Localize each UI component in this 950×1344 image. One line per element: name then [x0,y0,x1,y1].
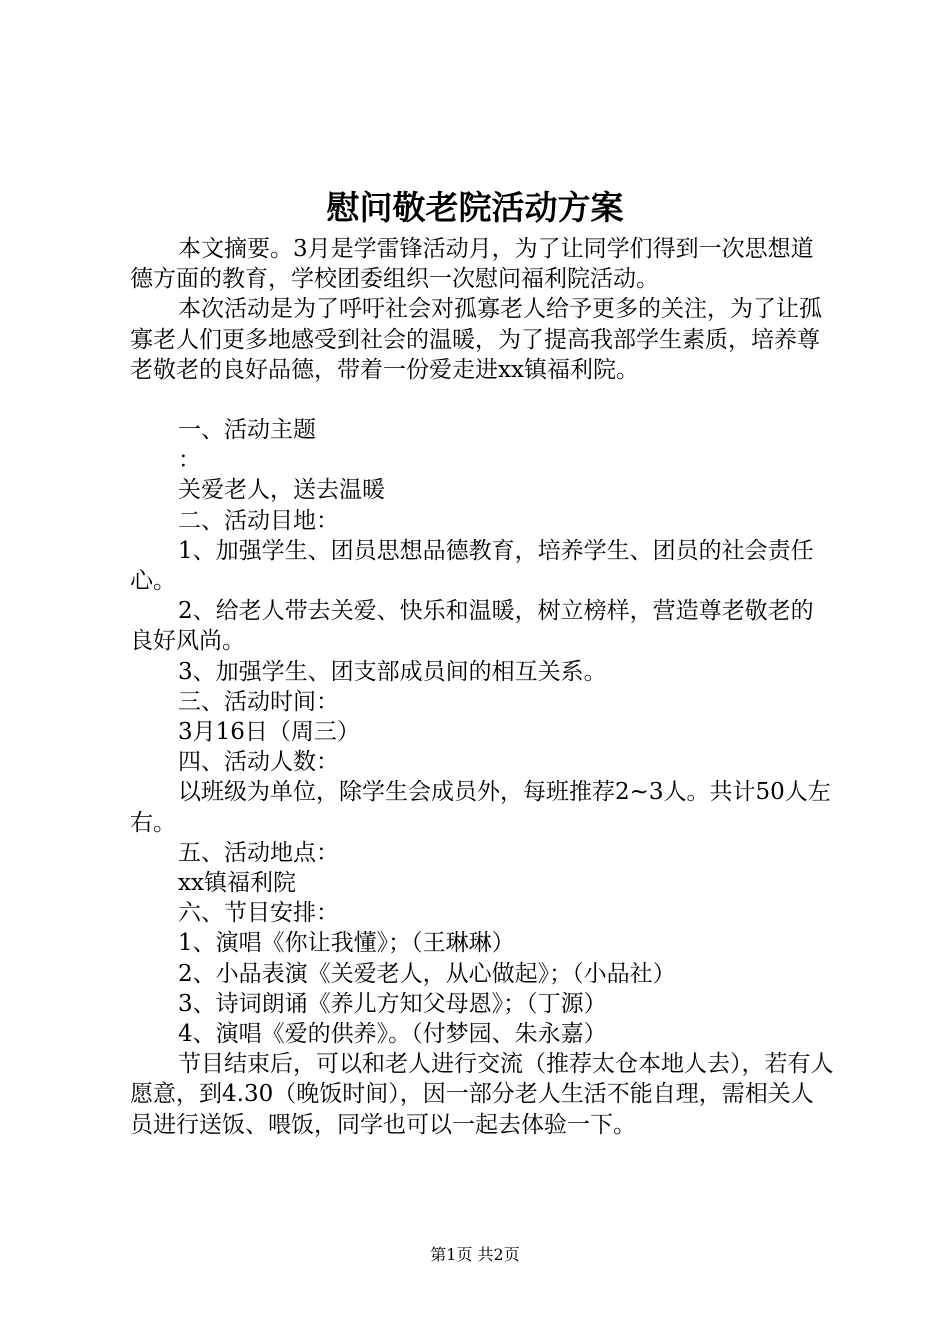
summary-paragraph: 本文摘要。3月是学雷锋活动月，为了让同学们得到一次思想道德方面的教育，学校团委组织一次慰问福利院活动。 [130,236,814,293]
section-heading-theme: 一、活动主题 [178,417,316,444]
section-heading-time: 三、活动时间： [178,688,339,715]
participants-text: 以班级为单位，除学生会成员外，每班推荐2~3人。共计50人左右。 [130,779,831,836]
activity-time: 3月16日（周三） [178,719,360,746]
program-item-3: 3、诗词朗诵《养儿方知父母恩》；（丁源） [178,990,607,1017]
activity-location: xx镇福利院 [178,870,296,897]
theme-text: 关爱老人，送去温暖 [178,477,385,504]
goal-item-3: 3、加强学生、团支部成员间的相互关系。 [178,658,607,685]
goal-item-2: 2、给老人带去关爱、快乐和温暖，树立榜样，营造尊老敬老的良好风尚。 [130,598,814,655]
document-body [130,234,835,1140]
purpose-paragraph: 本次活动是为了呼吁社会对孤寡老人给予更多的关注，为了让孤寡老人们更多地感受到社会的温暖，为了提高我部学生素质，培养尊老敬老的良好品德，带着一份爱走进xx镇福利院。 [130,296,822,383]
blank-line [130,385,835,415]
theme-colon: ： [178,447,201,474]
closing-paragraph: 节目结束后，可以和老人进行交流（推荐太仓本地人去），若有人愿意，到4.30（晚饭时间），因一部分老人生活不能自理，需相关人员进行送饭、喂饭，同学也可以一起去体验一下。 [130,1051,834,1138]
goal-item-1: 1、加强学生、团员思想品德教育，培养学生、团员的社会责任心。 [130,537,814,595]
page-number: 第1页 共2页 [430,1245,520,1264]
section-heading-location: 五、活动地点： [178,839,339,866]
program-item-2: 2、小品表演《关爱老人，从心做起》；（小品社） [178,960,676,987]
program-item-4: 4、演唱《爱的供养》。（付梦园、朱永嘉） [178,1021,607,1048]
section-heading-program: 六、节目安排： [178,900,339,927]
document-title: 慰问敬老院活动方案 [326,188,624,227]
section-heading-goals: 二、活动目地： [178,507,339,534]
section-heading-participants: 四、活动人数： [178,749,339,776]
program-item-1: 1、演唱《你让我懂》；（王琳琳） [178,930,515,957]
